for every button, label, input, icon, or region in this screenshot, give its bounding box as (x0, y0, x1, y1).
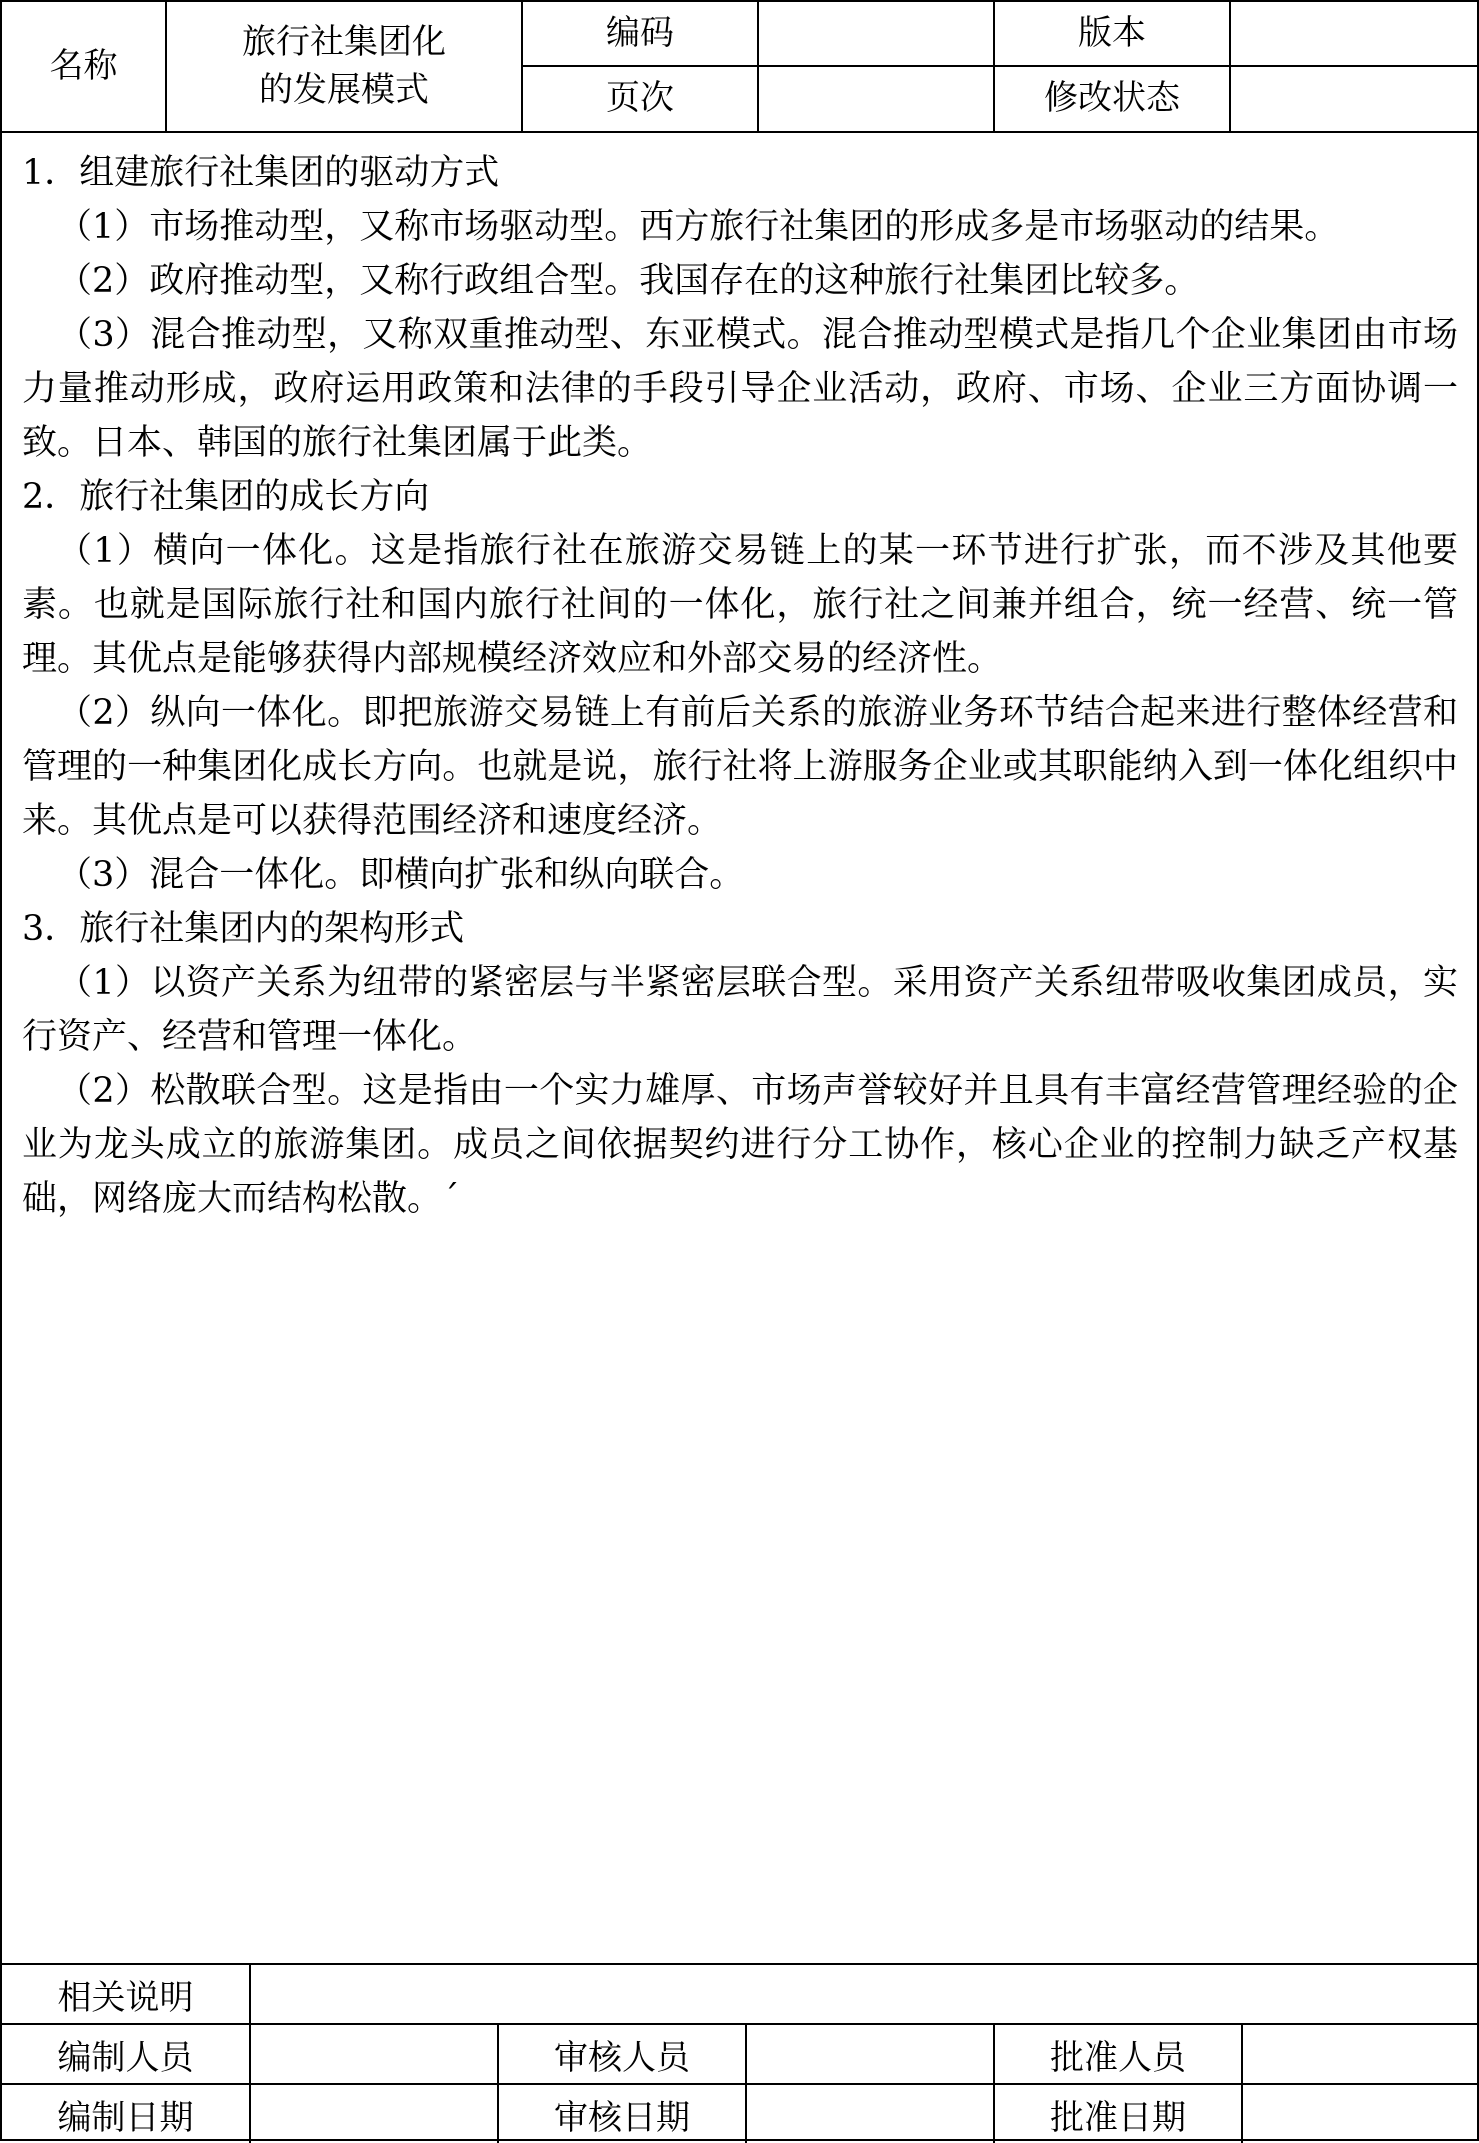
document-body (22, 146, 1458, 1226)
name-value-line2: 的发展模式 (259, 69, 429, 110)
reviewer-value (746, 2024, 994, 2084)
page-label: 页次 (522, 66, 758, 132)
section-2-paragraph-3: （3）混合一体化。即横向扩张和纵向联合。 (57, 855, 745, 895)
section-2-paragraph-2: （2）纵向一体化。即把旅游交易链上有前后关系的旅游业务环节结合起来进行整体经营和管理的一种集团化成长方向。也就是说，旅行社将上游服务企业或其职能纳入到一体化组织中来。其优点是可以获得范围经济和速度经济。 (22, 693, 1458, 841)
name-value-line1: 旅行社集团化 (242, 21, 446, 62)
compile-date-label: 编制日期 (2, 2084, 250, 2143)
section-1-heading: 1．组建旅行社集团的驱动方式 (22, 153, 500, 193)
reviewer-label: 审核人员 (498, 2024, 746, 2084)
compiler-label: 编制人员 (2, 2024, 250, 2084)
review-date-value (746, 2084, 994, 2143)
section-2-paragraph-1: （1）横向一体化。这是指旅行社在旅游交易链上的某一环节进行扩张，而不涉及其他要素。也就是国际旅行社和国内旅行社间的一体化，旅行社之间兼并组合，统一经营、统一管理。其优点是能够获得内部规模经济效应和外部交易的经济性。 (22, 531, 1458, 679)
compiler-value (250, 2024, 498, 2084)
section-3-heading: 3．旅行社集团内的架构形式 (22, 909, 465, 949)
notes-label: 相关说明 (2, 1964, 250, 2024)
section-1-paragraph-1: （1）市场推动型，又称市场驱动型。西方旅行社集团的形成多是市场驱动的结果。 (57, 207, 1340, 247)
notes-value (250, 1964, 1477, 2024)
page-value (758, 66, 994, 132)
compile-date-value (250, 2084, 498, 2143)
section-1-paragraph-2: （2）政府推动型，又称行政组合型。我国存在的这种旅行社集团比较多。 (57, 261, 1200, 301)
approver-label: 批准人员 (994, 2024, 1242, 2084)
section-2-heading: 2．旅行社集团的成长方向 (22, 477, 430, 517)
code-label: 编码 (522, 2, 758, 66)
section-3-paragraph-1: （1）以资产关系为纽带的紧密层与半紧密层联合型。采用资产关系纽带吸收集团成员，实行资产、经营和管理一体化。 (22, 963, 1458, 1057)
version-value (1230, 2, 1477, 66)
revision-label: 修改状态 (994, 66, 1230, 132)
header-table (2, 2, 1477, 133)
name-value (166, 2, 522, 132)
approve-date-value (1242, 2084, 1477, 2143)
review-date-label: 审核日期 (498, 2084, 746, 2143)
code-value (758, 2, 994, 66)
section-3-paragraph-2: （2）松散联合型。这是指由一个实力雄厚、市场声誉较好并且具有丰富经营管理经验的企业为龙头成立的旅游集团。成员之间依据契约进行分工协作，核心企业的控制力缺乏产权基础，网络庞大而结构松散。´ (22, 1071, 1458, 1219)
approver-value (1242, 2024, 1477, 2084)
footer-table (2, 1963, 1477, 2143)
name-label: 名称 (2, 2, 166, 132)
revision-value (1230, 66, 1477, 132)
version-label: 版本 (994, 2, 1230, 66)
approve-date-label: 批准日期 (994, 2084, 1242, 2143)
section-1-paragraph-3: （3）混合推动型，又称双重推动型、东亚模式。混合推动型模式是指几个企业集团由市场力量推动形成，政府运用政策和法律的手段引导企业活动，政府、市场、企业三方面协调一致。日本、韩国的旅行社集团属于此类。 (22, 315, 1458, 463)
